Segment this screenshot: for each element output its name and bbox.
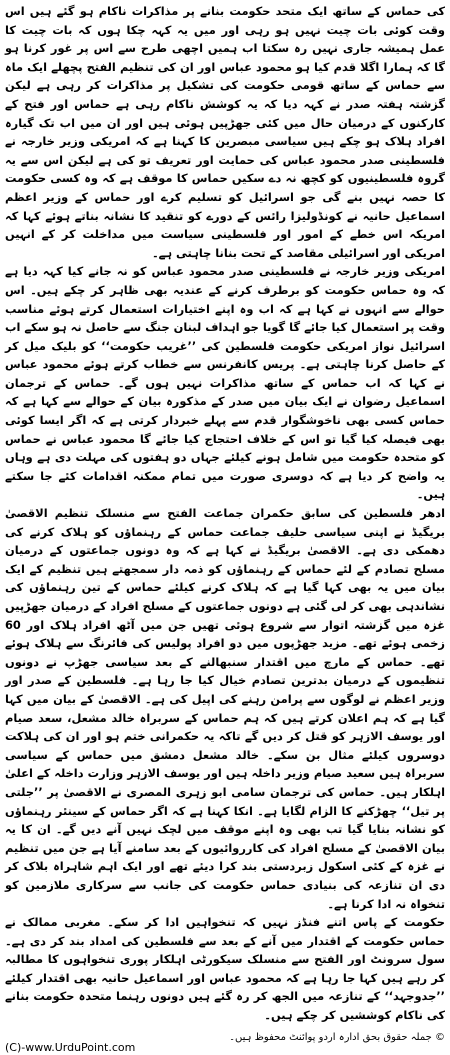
page-footer <box>5 1031 445 1055</box>
article-paragraph-1: کی حماس کے ساتھ ایک متحد حکومت بنانے پر مذاکرات ناکام ہو گئے ہیں اس وقت کوئی بات چیت نہیں ہو رہی اور میں یہ کہہ چکا ہوں کہ بات چیت کا عمل ہمیشہ جاری نہیں رہ سکتا اب ہمیں اچھی طرح سے اس پر غور کرنا ہو گا کہ ہمارا اگلا قدم کیا ہو محمود عباس اور ان کی تنظیم الفتح پچھلے ایک ماہ سے حماس کے ساتھ قومی حکومت کی تشکیل پر مذاکرات کر رہی ہے لیکن گزشتہ ہفتہ صدر نے کہہ دیا کہ یہ کوشش ناکام رہی ہے حماس اور فتح کے کارکنوں کے درمیان حال میں کئی جھڑپیں ہوئی ہیں اور ان میں اب تک گیارہ افراد ہلاک ہو چکے ہیں سیاسی مبصرین کا کہنا ہے کہ امریکی وزیر خارجہ نے فلسطینی صدر محمود عباس کی حمایت اور تعریف تو کی ہے لیکن اس سے یہ گروہ فلسطینیوں کو کچھ نہ دے سکیں حماس کا موقف ہے کہ وہ کسی حکومت کا حصہ نہیں بنے گی جو اسرائیل کو تسلیم کرے اور حماس کے وزیر اعظم اسماعیل حانیہ نے کونڈولیزا رائس کے دورے کو تنقید کا نشانہ بناتے ہوئے کہا کہ امریکہ اس خطے کے امور اور فلسطینی سیاست میں مداخلت کر کے انہیں امریکی اور اسرائیلی مقاصد کے تحت بنانا چاہتی ہے۔ <box>5 4 445 260</box>
site-credit: (C)-www.UrduPoint.com <box>5 1041 136 1054</box>
article-body <box>5 2 445 1025</box>
article-paragraph-3: ادھر فلسطین کی سابق حکمران جماعت الفتح سے منسلک تنظیم الاقصیٰ بریگیڈ نے اپنی سیاسی حلیف جماعت حماس کے رہنماؤں کو ہلاک کرنے کی دھمکی دی ہے۔ الاقصیٰ بریگیڈ نے کہا ہے کہ وہ دونوں جماعتوں کے درمیان مسلح تصادم کے لئے حماس کے رہنماؤں کو ذمہ دار سمجھتے ہیں تنظیم کے ایک بیان میں یہ بھی کہا گیا ہے کہ ہلاک کرنے کیلئے حماس کے تین رہنماؤں کی نشاندہی بھی کر لی گئی ہے دونوں جماعتوں کے مسلح افراد کے درمیان جھڑپیں غزہ میں گزشتہ اتوار سے شروع ہوئی تھیں جن میں آٹھ افراد ہلاک اور 60 زخمی ہوئے تھے۔ مزید جھڑپوں میں دو افراد پولیس کی فائرنگ سے ہلاک ہوئے تھے۔ حماس کے مارچ میں اقتدار سنبھالنے کے بعد سیاسی جھڑپ نے دونوں تنظیموں کے درمیان بدترین تصادم خیال کیا جا رہا ہے۔ فلسطین کے صدر اور وزیر اعظم نے لوگوں سے پرامن رہنے کی اپیل کی ہے۔ الاقصیٰ کے بیان میں کہا گیا ہے کہ ہم اعلان کرتے ہیں کہ ہم حماس کے سربراہ خالد مشعل، سعد صیام اور یوسف الازہر کو قتل کر دیں گے تاکہ یہ حکمرانی ختم ہو اور ان کی ہلاکت دوسروں کیلئے مثال بن سکے۔ خالد مشعل دمشق میں حماس کے سیاسی سربراہ ہیں سعید صیام وزیر داخلہ ہیں اور یوسف الازہر وزارت داخلہ کے اعلیٰ اہلکار ہیں۔ حماس کی ترجمان سامی ابو زہری المصری نے الاقصیٰ پر ’’جلتی پر تیل‘‘ چھڑکنے کا الزام لگایا ہے۔ انکا کہنا ہے کہ اگر حماس کے سینئر رہنماؤں کو نشانہ بنایا گیا تب بھی وہ اپنے موقف میں لچک نہیں آنے دیں گے۔ ان کا یہ بیان الاقصیٰ کے مسلح افراد کی کارروائیوں کے بعد سامنے آیا ہے جن میں تنظیم نے غزہ کے کئی اسکول زبردستی بند کرا دیئے تھے اور ایک اہم شاہراہ بلاک کر دی ان تنازعہ کی بنیادی حماس حکومت کی جانب سے سرکاری ملازمین کو تنخواہ نہ ادا کرنا ہے۔ <box>5 506 445 911</box>
copyright-note: © جملہ حقوق بحق ادارہ اردو پوائنٹ محفوظ ہیں۔ <box>229 1032 445 1043</box>
article-paragraph-2: امریکی وزیر خارجہ نے فلسطینی صدر محمود عباس کو نہ جانے کیا کہہ دیا ہے کہ وہ حماس حکومت کو برطرف کرنے کے عندیہ بھی ظاہر کر چکے ہیں۔ اس حوالے سے انہوں نے کہا ہے کہ اب وہ اپنے اختیارات استعمال کرتے ہوئے مناسب وقت پر استعمال کیا جائے گا گویا جو اہداف لبنان جنگ سے حاصل نہ ہو سکے اب اسرائیل نواز امریکی حکومت فلسطین کی ’’غریب حکومت‘‘ کو بلیک میل کر کے حاصل کرنا چاہتی ہے۔ پریس کانفرنس سے خطاب کرتے ہوئے محمود عباس نے کہا کہ اب حماس کے ساتھ مذاکرات نہیں ہوں گے۔ حماس کے ترجمان اسماعیل رضوان نے ایک بیان میں صدر کے مذکورہ بیان کے حوالے سے کہا ہے کہ حماس کسی بھی ناخوشگوار قدم سے پہلے خبردار کرتی ہے کہ اگر ایسا کوئی بھی فیصلہ کیا گیا تو اس کے خلاف احتجاج کیا جائے گا محمود عباس نے حماس کو متحدہ حکومت میں شامل ہونے کیلئے جہاں دو ہفتوں کی مہلت دی ہے وہاں یہ واضح کر دیا ہے کہ دوسری صورت میں تمام ممکنہ اقدامات کئے جا سکتے ہیں۔ <box>5 264 445 502</box>
article-paragraph-4: حکومت کے پاس اتنے فنڈز نہیں کہ تنخواہیں ادا کر سکے۔ مغربی ممالک نے حماس حکومت کے اقتدار میں آنے کے بعد سے فلسطین کی امداد بند کر دی ہے۔ سول سرونٹ اور الفتح سے منسلک سیکورٹی اہلکار پوری تنخواہوں کا مطالبہ کر رہے ہیں کہا جا رہا ہے کہ محمود عباس اور اسماعیل حانیہ بھی اقتدار کیلئے ’’جدوجہد‘‘ کے تنازعہ میں الجھ کر رہ گئے ہیں دونوں رہنما متحدہ حکومت بنانے کی ناکام کوششیں کر چکے ہیں۔ <box>5 915 445 1023</box>
